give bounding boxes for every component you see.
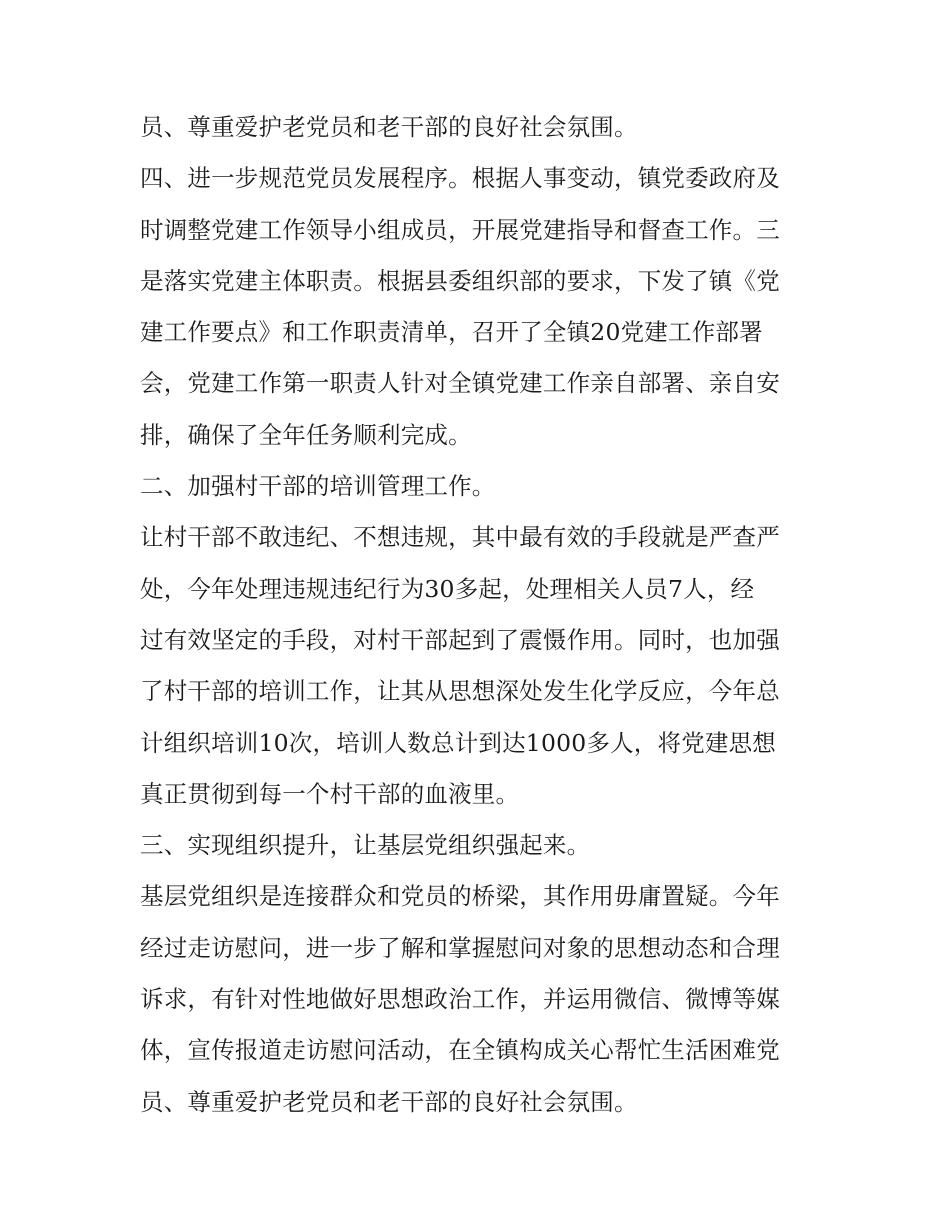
section-heading-2: 二、加强村干部的培训管理工作。 [140,472,496,501]
text-line: 计组织培训10次，培训人数总计到达1000多人，将党建思想 [140,728,777,757]
text-line: 基层党组织是连接群众和党员的桥梁，其作用毋庸置疑。今年 [140,882,780,911]
section-heading-3: 三、实现组织提升，让基层党组织强起来。 [140,831,591,860]
text-line: 过有效坚定的手段，对村干部起到了震慑作用。同时，也加强 [140,625,780,654]
text-line: 让村干部不敢违纪、不想违规，其中最有效的手段就是严查严 [140,523,780,552]
text-line: 处，今年处理违规违纪行为30多起，处理相关人员7人，经 [140,574,755,603]
text-line: 排，确保了全年任务顺利完成。 [140,420,472,449]
text-line: 诉求，有针对性地做好思想政治工作，并运用微信、微博等媒 [140,985,780,1014]
text-line: 建工作要点》和工作职责清单，召开了全镇20党建工作部署 [140,318,763,347]
text-line: 会，党建工作第一职责人针对全镇党建工作亲自部署、亲自安 [140,369,780,398]
text-line: 员、尊重爱护老党员和老干部的良好社会氛围。 [140,1087,638,1116]
section-heading-4: 四、进一步规范党员发展程序。根据人事变动，镇党委政府及 [140,164,780,193]
text-line: 员、尊重爱护老党员和老干部的良好社会氛围。 [140,113,638,141]
body-text [140,102,820,1128]
text-line: 体，宣传报道走访慰问活动，在全镇构成关心帮忙生活困难党 [140,1036,780,1065]
text-line: 经过走访慰问，进一步了解和掌握慰问对象的思想动态和合理 [140,933,780,962]
text-line: 了村干部的培训工作，让其从思想深处发生化学反应，今年总 [140,677,780,706]
text-line: 是落实党建主体职责。根据县委组织部的要求，下发了镇《党 [140,266,780,295]
text-line: 时调整党建工作领导小组成员，开展党建指导和督查工作。三 [140,215,780,244]
text-line: 真正贯彻到每一个村干部的血液里。 [140,779,520,808]
